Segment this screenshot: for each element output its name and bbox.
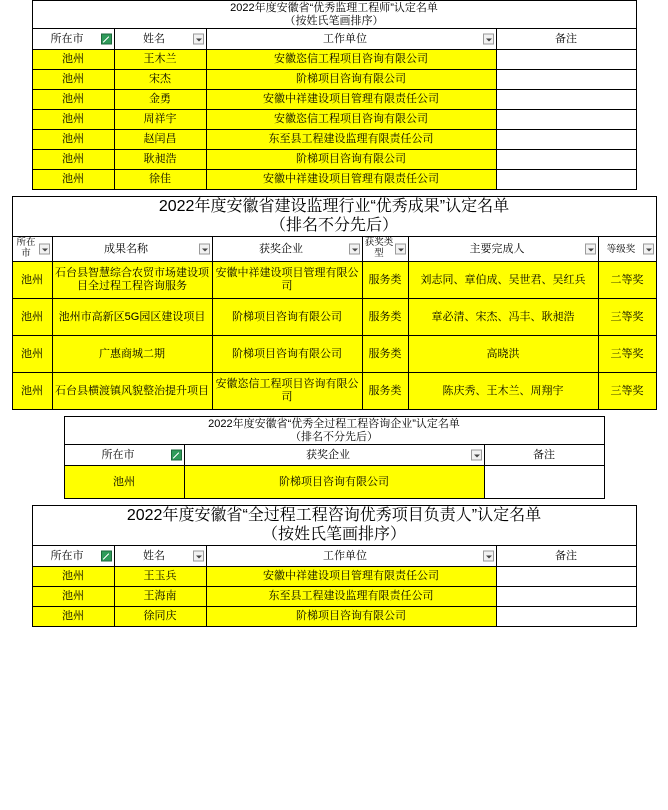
section-1-title-line1: 2022年度安徽省“优秀监理工程师”认定名单: [230, 2, 438, 14]
table-row: [32, 130, 636, 150]
table-row: [32, 586, 636, 606]
cell-name: 耿昶浩: [114, 150, 206, 170]
section-2: [0, 196, 668, 410]
cell-achievement: 石台县智慧综合农贸市场建设项目全过程工程咨询服务: [52, 261, 212, 298]
cell-award-type: 服务类: [362, 261, 408, 298]
cell-award-type: 服务类: [362, 298, 408, 335]
cell-grade: 三等奖: [598, 335, 656, 372]
section-3-title-line1: 2022年度安徽省“优秀全过程工程咨询企业”认定名单: [208, 417, 460, 430]
cell-remark: [484, 466, 604, 499]
cell-city: 池州: [32, 586, 114, 606]
column-header-company: 获奖企业: [212, 237, 362, 262]
section-4-header-row: [32, 545, 636, 566]
cell-remark: [496, 170, 636, 190]
filter-icon[interactable]: [585, 243, 596, 254]
section-3: [0, 416, 668, 499]
cell-contributors: 刘志同、章伯成、吴世君、吴红兵: [408, 261, 598, 298]
section-2-header-row: [12, 237, 656, 262]
column-header-grade: 等级奖: [598, 237, 656, 262]
column-header-city: 所在市: [32, 545, 114, 566]
cell-workunit: 安徽中祥建设项目管理有限责任公司: [206, 170, 496, 190]
table-row: [32, 70, 636, 90]
section-3-table: [64, 416, 605, 499]
filter-icon[interactable]: [101, 550, 112, 561]
cell-grade: 二等奖: [598, 261, 656, 298]
table-row: [32, 150, 636, 170]
table-row: [12, 261, 656, 298]
cell-city: 池州: [32, 566, 114, 586]
table-row: [12, 298, 656, 335]
cell-workunit: 安徽中祥建设项目管理有限责任公司: [206, 90, 496, 110]
cell-workunit: 阶梯项目咨询有限公司: [206, 70, 496, 90]
filter-icon[interactable]: [39, 243, 50, 254]
table-row: [12, 372, 656, 409]
cell-remark: [496, 110, 636, 130]
cell-remark: [496, 50, 636, 70]
filter-icon[interactable]: [101, 34, 112, 45]
table-row: [32, 110, 636, 130]
cell-contributors: 章必清、宋杰、冯丰、耿昶浩: [408, 298, 598, 335]
column-header-workunit: 工作单位: [206, 545, 496, 566]
cell-remark: [496, 566, 636, 586]
cell-workunit: 阶梯项目咨询有限公司: [206, 150, 496, 170]
cell-workunit: 阶梯项目咨询有限公司: [206, 606, 496, 626]
filter-icon[interactable]: [171, 450, 182, 461]
cell-remark: [496, 606, 636, 626]
cell-achievement: 石台县横渡镇风貌整治提升项目: [52, 372, 212, 409]
cell-workunit: 安徽恣信工程项目咨询有限公司: [206, 50, 496, 70]
cell-achievement: 广惠商城二期: [52, 335, 212, 372]
table-row: [32, 170, 636, 190]
cell-city: 池州: [32, 606, 114, 626]
table-row: [32, 606, 636, 626]
column-header-city: 所在市: [32, 29, 114, 50]
cell-company: 安徽中祥建设项目管理有限公司: [212, 261, 362, 298]
filter-icon[interactable]: [193, 34, 204, 45]
section-4-title-line2: （按姓氏笔画排序）: [261, 525, 406, 543]
filter-icon[interactable]: [193, 550, 204, 561]
filter-icon[interactable]: [471, 450, 482, 461]
section-2-title: [12, 197, 656, 237]
cell-name: 徐同庆: [114, 606, 206, 626]
cell-name: 王玉兵: [114, 566, 206, 586]
column-header-city: 所在市: [12, 237, 52, 262]
cell-remark: [496, 130, 636, 150]
cell-grade: 三等奖: [598, 298, 656, 335]
cell-city: 池州: [32, 70, 114, 90]
section-3-header-row: [64, 445, 604, 466]
section-1: [0, 0, 668, 190]
column-header-award-type: 获奖类型: [362, 237, 408, 262]
cell-achievement: 池州市高新区5G园区建设项目: [52, 298, 212, 335]
cell-remark: [496, 90, 636, 110]
section-4-title: [32, 506, 636, 546]
column-header-remark: 备注: [496, 545, 636, 566]
filter-icon[interactable]: [349, 243, 360, 254]
section-4-title-row: [32, 506, 636, 546]
cell-city: 池州: [32, 90, 114, 110]
column-header-contributors: 主要完成人: [408, 237, 598, 262]
cell-city: 池州: [12, 298, 52, 335]
section-2-table: [12, 196, 657, 410]
section-2-title-row: [12, 197, 656, 237]
cell-company: 阶梯项目咨询有限公司: [212, 335, 362, 372]
column-header-achievement: 成果名称: [52, 237, 212, 262]
cell-city: 池州: [12, 261, 52, 298]
cell-remark: [496, 70, 636, 90]
section-1-header-row: [32, 29, 636, 50]
cell-workunit: 安徽中祥建设项目管理有限责任公司: [206, 566, 496, 586]
cell-city: 池州: [32, 110, 114, 130]
filter-icon[interactable]: [395, 243, 406, 254]
cell-city: 池州: [64, 466, 184, 499]
section-1-title-row: [32, 1, 636, 29]
table-row: [32, 566, 636, 586]
table-row: [32, 50, 636, 70]
cell-workunit: 东至县工程建设监理有限责任公司: [206, 130, 496, 150]
filter-icon[interactable]: [483, 550, 494, 561]
section-2-title-line2: （排名不分先后）: [269, 216, 398, 234]
cell-city: 池州: [12, 335, 52, 372]
cell-name: 王海南: [114, 586, 206, 606]
section-1-title: [32, 1, 636, 29]
section-4-title-line1: 2022年度安徽省“全过程工程咨询优秀项目负责人”认定名单: [126, 507, 542, 525]
cell-name: 徐佳: [114, 170, 206, 190]
cell-company: 阶梯项目咨询有限公司: [184, 466, 484, 499]
table-row: [12, 335, 656, 372]
section-4: [0, 505, 668, 627]
section-4-table: [32, 505, 637, 627]
cell-name: 赵闰昌: [114, 130, 206, 150]
cell-remark: [496, 150, 636, 170]
section-2-title-line1: 2022年度安徽省建设监理行业“优秀成果”认定名单: [158, 198, 510, 216]
table-row: [32, 90, 636, 110]
column-header-remark: 备注: [496, 29, 636, 50]
filter-icon[interactable]: [199, 243, 210, 254]
cell-city: 池州: [32, 130, 114, 150]
cell-company: 阶梯项目咨询有限公司: [212, 298, 362, 335]
cell-name: 金勇: [114, 90, 206, 110]
cell-workunit: 安徽恣信工程项目咨询有限公司: [206, 110, 496, 130]
cell-contributors: 高晓洪: [408, 335, 598, 372]
cell-company: 安徽恣信工程项目咨询有限公司: [212, 372, 362, 409]
section-1-table: [32, 0, 637, 190]
filter-icon[interactable]: [483, 34, 494, 45]
section-3-title-row: [64, 416, 604, 444]
cell-name: 宋杰: [114, 70, 206, 90]
cell-grade: 三等奖: [598, 372, 656, 409]
cell-city: 池州: [32, 170, 114, 190]
column-header-remark: 备注: [484, 445, 604, 466]
cell-city: 池州: [12, 372, 52, 409]
cell-city: 池州: [32, 150, 114, 170]
cell-remark: [496, 586, 636, 606]
section-1-title-line2: （按姓氏笔画排序）: [284, 14, 384, 27]
table-row: [64, 466, 604, 499]
section-3-title-line2: （排名不分先后）: [290, 430, 378, 443]
cell-contributors: 陈庆秀、王木兰、周翔宇: [408, 372, 598, 409]
cell-name: 周祥宇: [114, 110, 206, 130]
cell-award-type: 服务类: [362, 372, 408, 409]
column-header-name: 姓名: [114, 29, 206, 50]
cell-name: 王木兰: [114, 50, 206, 70]
section-3-title: [64, 416, 604, 444]
cell-city: 池州: [32, 50, 114, 70]
column-header-name: 姓名: [114, 545, 206, 566]
cell-workunit: 东至县工程建设监理有限责任公司: [206, 586, 496, 606]
filter-icon[interactable]: [643, 243, 654, 254]
column-header-city: 所在市: [64, 445, 184, 466]
column-header-company: 获奖企业: [184, 445, 484, 466]
column-header-workunit: 工作单位: [206, 29, 496, 50]
cell-award-type: 服务类: [362, 335, 408, 372]
